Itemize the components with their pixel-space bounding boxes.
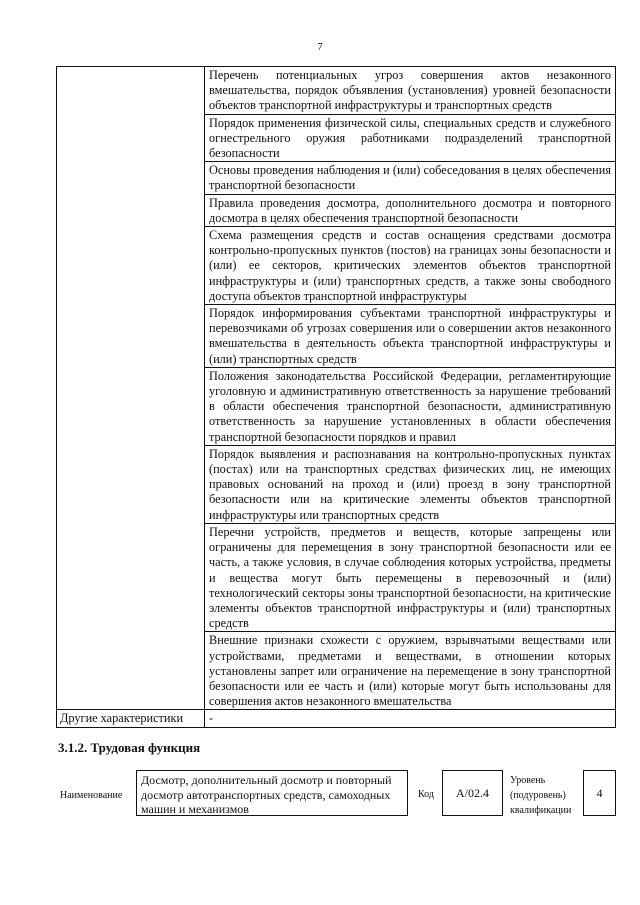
table-row [57, 523, 616, 631]
table-row [57, 445, 616, 523]
knowledge-item: Порядок информирования субъектами транспортной инфраструктуры и перевозчиками об угрозах совершения или о совершении актов незаконного вмешательства в деятельность объекта транспортной инфраструктуры и (или) транспортных средств [205, 305, 616, 368]
other-characteristics-label: Другие характеристики [57, 710, 205, 727]
table-row [57, 162, 616, 194]
table-cell-empty [57, 227, 205, 305]
table-row [57, 67, 616, 115]
table-cell-empty [57, 305, 205, 368]
page-number: 7 [317, 41, 323, 53]
name-value-box: Досмотр, дополнительный досмотр и повторный досмотр автотранспортных средств, самоходных машин и механизмов [136, 770, 408, 816]
table-cell-empty [57, 67, 205, 115]
knowledge-item: Порядок выявления и распознавания на контрольно-пропускных пунктах (постах) или на транспортных средствах физических лиц, не имеющих правовых оснований на проход и (или) проезд в зону транспортной безопасности или на критические элементы объектов транспортной инфраструктуры или транспортных средств [205, 445, 616, 523]
qualification-level-value-box: 4 [583, 770, 616, 816]
code-label: Код [418, 789, 434, 800]
table-cell-empty [57, 114, 205, 162]
knowledge-item: Правила проведения досмотра, дополнительного досмотра и повторного досмотра в целях обеспечения транспортной безопасности [205, 194, 616, 226]
table-cell-empty [57, 523, 205, 631]
knowledge-table [56, 66, 616, 728]
table-row [57, 367, 616, 445]
knowledge-item: Схема размещения средств и состав оснащения средствами досмотра контрольно-пропускных пунктов (постов) на границах зоны безопасности и (или) ее секторов, критических элементов объектов транспортной инфраструктуры и (или) транспортных средств, а также зоны свободного доступа объектов транспортной инфраструктуры [205, 227, 616, 305]
table-row [57, 227, 616, 305]
table-row [57, 305, 616, 368]
table-row [57, 194, 616, 226]
knowledge-item: Основы проведения наблюдения и (или) собеседования в целях обеспечения транспортной безопасности [205, 162, 616, 194]
qualification-level-label [510, 773, 571, 818]
table-cell-empty [57, 632, 205, 710]
qualification-level-label-line: (подуровень) [510, 790, 566, 801]
table-cell-empty [57, 194, 205, 226]
table-row [57, 710, 616, 727]
table-cell-empty [57, 162, 205, 194]
code-value-box: A/02.4 [442, 770, 503, 816]
knowledge-item: Внешние признаки схожести с оружием, взрывчатыми веществами или устройствами, предметами и веществами, в отношении которых установлены запрет или ограничение на перемещение в зону транспортной безопасности или ее часть и (или) которые могут быть использованы для совершения актов незаконного вмешательства [205, 632, 616, 710]
table-cell-empty [57, 367, 205, 445]
table-cell-empty [57, 445, 205, 523]
name-label: Наименование [60, 790, 123, 801]
table-row [57, 114, 616, 162]
table-row [57, 632, 616, 710]
knowledge-item: Перечни устройств, предметов и веществ, которые запрещены или ограничены для перемещения в зону транспортной безопасности или ее часть, а также условия, в случае соблюдения которых устройства, предметы и вещества могут быть перемещены в перевозочный и (или) технологический секторы зоны транспортной безопасности, на критические элементы объектов транспортной инфраструктуры и (или) транспортных средств [205, 523, 616, 631]
section-heading: 3.1.2. Трудовая функция [58, 740, 201, 755]
knowledge-item: Положения законодательства Российской Федерации, регламентирующие уголовную и административную ответственность за нарушение требований в области обеспечения транспортной безопасности, административную ответственность за нарушение установленных в области обеспечения транспортной безопасности порядков и правил [205, 367, 616, 445]
qualification-level-label-line: Уровень [510, 775, 546, 786]
qualification-level-label-line: квалификации [510, 805, 572, 816]
other-characteristics-value: - [205, 710, 616, 727]
knowledge-item: Перечень потенциальных угроз совершения актов незаконного вмешательства, порядок объявления (установления) уровней безопасности объектов транспортной инфраструктуры и транспортных средств [205, 67, 616, 115]
knowledge-item: Порядок применения физической силы, специальных средств и служебного огнестрельного оружия работниками подразделений транспортной безопасности [205, 114, 616, 162]
